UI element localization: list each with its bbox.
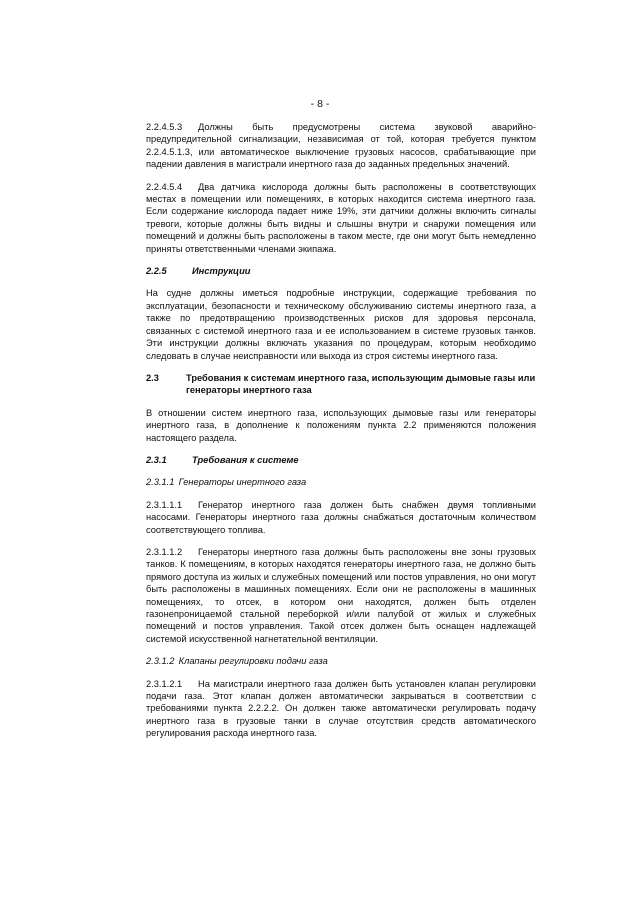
paragraph-number: 2.3.1.2.1 <box>146 678 183 689</box>
heading-number: 2.3 <box>146 372 159 383</box>
paragraph-number: 2.3.1.1.1 <box>146 499 183 510</box>
subheading-number: 2.3.1.1 <box>146 477 175 488</box>
paragraph-number: 2.3.1.1.2 <box>146 546 183 557</box>
paragraph-text: Генератор инертного газа должен быть снабжен двумя топливными насосами. Генераторы инертного газа должны снабжаться достаточным количеством соответствующего топлива. <box>146 499 536 535</box>
paragraph-number: 2.2.4.5.4 <box>146 181 183 192</box>
paragraph-2-3-1-2-1 <box>146 678 536 740</box>
heading-2-3 <box>146 372 536 397</box>
paragraph-text: Генераторы инертного газа должны быть расположены вне зоны грузовых танков. К помещениям, в которых находятся генераторы инертного газа, не должно быть прямого доступа из жилых и служебных помещений или постов управления, но они могут быть расположены в машинных помещениях. Если они не расположены в машинных помещениях, то отсек, в котором они находятся, должен быть отделен газонепроницаемой стальной переборкой и/или палубой от жилых и служебных помещений и постов управления. Такой отсек должен быть оснащен надлежащей системой искусственной нагнетательной вентиляции. <box>146 546 536 644</box>
paragraph-text: На магистрали инертного газа должен быть установлен клапан регулировки подачи газа. Этот клапан должен автоматически закрываться в соответствии с требованиями пункта 2.2.2.2. Он должен также автоматически регулировать подачу инертного газа в грузовые танки в случае отсутствия средств автоматического регулирования расхода инертного газа. <box>146 678 536 739</box>
paragraph-text: В отношении систем инертного газа, использующих дымовые газы или генераторы инертного газа, в дополнение к положениям пункта 2.2 применяются положения настоящего раздела. <box>146 407 536 443</box>
heading-2-3-1 <box>146 454 536 466</box>
heading-number: 2.2.5 <box>146 266 167 277</box>
paragraph-2-3-intro <box>146 407 536 444</box>
paragraph-text: Два датчика кислорода должны быть расположены в соответствующих местах в помещении или помещениях, в которых находится система инертного газа. Если содержание кислорода падает ниже 19%, эти датчики должны включить сигналы тревоги, которые должны быть видны и слышны внутри и снаружи помещения или помещений и должны быть расположены в таком месте, где они могут быть немедленно приняты ответственными членами экипажа. <box>146 181 536 254</box>
paragraph-2-2-4-5-4 <box>146 181 536 255</box>
page-content <box>146 121 536 750</box>
subheading-2-3-1-1 <box>146 476 536 488</box>
page-number: - 8 - <box>310 98 330 110</box>
heading-2-2-5 <box>146 265 536 277</box>
heading-title: Инструкции <box>192 266 251 277</box>
subheading-title: Клапаны регулировки подачи газа <box>178 656 328 667</box>
paragraph-text: На судне должны иметься подробные инструкции, содержащие требования по эксплуатации, безопасности и техническому обслуживанию системы инертного газа, а также по предотвращению производственных рисков для здоровья персонала, связанных с системой инертного газа и ее использованием в системе грузовых танков. Эти инструкции должны включать указания по процедурам, которым необходимо следовать в случае неисправности или выхода из строя системы инертного газа. <box>146 288 536 361</box>
heading-title: Требования к системе <box>192 454 299 465</box>
paragraph-number: 2.2.4.5.3 <box>146 122 183 132</box>
paragraph-text: Должны быть предусмотрены система звуковой аварийно-предупредительной сигнализации, независимая от той, которая требуется пунктом 2.2.4.5.1.3, или автоматическое выключение грузовых насосов, срабатывающие при падении давления в магистрали инертного газа до заданных предельных значений. <box>146 122 536 170</box>
heading-number: 2.3.1 <box>146 454 167 465</box>
subheading-2-3-1-2 <box>146 655 536 667</box>
paragraph-instructions <box>146 287 536 361</box>
paragraph-2-3-1-1-2 <box>146 546 536 645</box>
subheading-title: Генераторы инертного газа <box>178 477 307 488</box>
heading-title: Требования к системам инертного газа, использующим дымовые газы или генераторы инертного газа <box>186 372 536 396</box>
paragraph-2-3-1-1-1 <box>146 499 536 536</box>
paragraph-2-2-4-5-3 <box>146 121 536 171</box>
subheading-number: 2.3.1.2 <box>146 656 175 667</box>
